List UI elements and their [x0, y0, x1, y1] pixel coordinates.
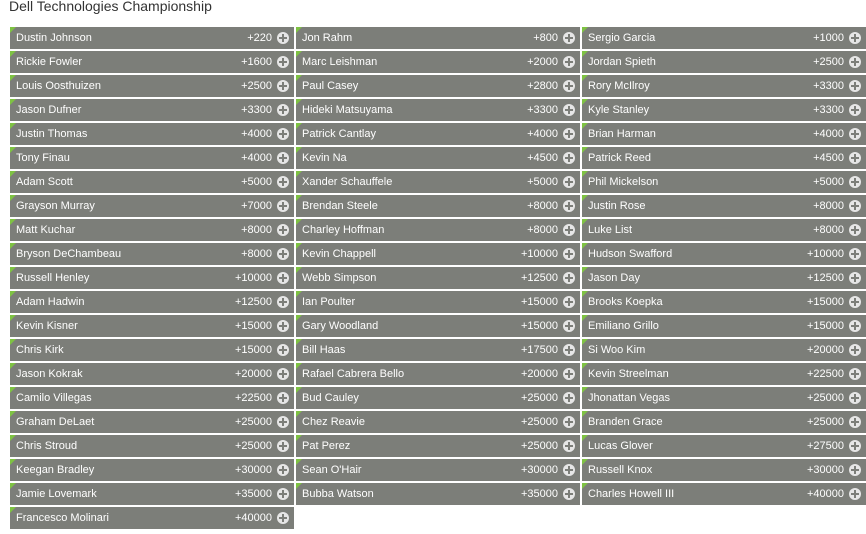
- player-odds-row[interactable]: [582, 147, 866, 169]
- odds-value: +17500: [520, 344, 558, 356]
- player-name: Graham DeLaet: [16, 416, 95, 428]
- player-odds-row[interactable]: [582, 459, 866, 481]
- add-selection-icon[interactable]: [277, 512, 289, 524]
- player-name: Bill Haas: [302, 344, 346, 356]
- odds-value: +25000: [806, 416, 844, 428]
- add-selection-icon[interactable]: [277, 488, 289, 500]
- add-selection-icon[interactable]: [277, 320, 289, 332]
- odds-value: +25000: [520, 392, 558, 404]
- odds-value: +4000: [241, 128, 272, 140]
- player-name: Kevin Na: [302, 152, 347, 164]
- add-selection-icon[interactable]: [277, 176, 289, 188]
- player-odds-row[interactable]: [582, 435, 866, 457]
- odds-value: +8000: [813, 200, 844, 212]
- player-name: Marc Leishman: [302, 56, 378, 68]
- add-selection-icon[interactable]: [277, 152, 289, 164]
- add-selection-icon[interactable]: [277, 440, 289, 452]
- player-odds-row[interactable]: [10, 123, 294, 145]
- player-odds-row[interactable]: [582, 243, 866, 265]
- odds-value: +15000: [806, 296, 844, 308]
- add-selection-icon[interactable]: [277, 104, 289, 116]
- add-selection-icon[interactable]: [849, 272, 861, 284]
- player-name: Patrick Cantlay: [302, 128, 376, 140]
- player-name: Brendan Steele: [302, 200, 378, 212]
- odds-value: +25000: [806, 392, 844, 404]
- odds-value: +20000: [520, 368, 558, 380]
- player-name: Hideki Matsuyama: [302, 104, 393, 116]
- player-name: Brooks Koepka: [588, 296, 663, 308]
- odds-value: +3300: [813, 80, 844, 92]
- add-selection-icon[interactable]: [277, 200, 289, 212]
- player-name: Jason Day: [588, 272, 640, 284]
- player-odds-row[interactable]: [296, 435, 580, 457]
- add-selection-icon[interactable]: [563, 176, 575, 188]
- player-odds-row[interactable]: [10, 363, 294, 385]
- player-name: Russell Knox: [588, 464, 653, 476]
- player-odds-row[interactable]: [296, 171, 580, 193]
- player-name: Rickie Fowler: [16, 56, 83, 68]
- player-name: Si Woo Kim: [588, 344, 646, 356]
- player-odds-row[interactable]: [296, 75, 580, 97]
- player-odds-row[interactable]: [582, 267, 866, 289]
- player-name: Sean O'Hair: [302, 464, 362, 476]
- player-odds-row[interactable]: [296, 315, 580, 337]
- add-selection-icon[interactable]: [563, 248, 575, 260]
- player-odds-row[interactable]: [10, 243, 294, 265]
- add-selection-icon[interactable]: [563, 440, 575, 452]
- odds-value: +1000: [813, 32, 844, 44]
- player-odds-row[interactable]: [10, 411, 294, 433]
- odds-value: +15000: [234, 320, 272, 332]
- player-name: Phil Mickelson: [588, 176, 659, 188]
- player-odds-row[interactable]: [296, 291, 580, 313]
- player-odds-row[interactable]: [10, 483, 294, 505]
- player-name: Brian Harman: [588, 128, 656, 140]
- odds-value: +30000: [806, 464, 844, 476]
- player-odds-row[interactable]: [582, 27, 866, 49]
- player-odds-row[interactable]: [582, 51, 866, 73]
- add-selection-icon[interactable]: [277, 272, 289, 284]
- player-name: Webb Simpson: [302, 272, 377, 284]
- player-name: Pat Perez: [302, 440, 351, 452]
- add-selection-icon[interactable]: [849, 320, 861, 332]
- player-odds-row[interactable]: [582, 315, 866, 337]
- player-name: Kevin Kisner: [16, 320, 78, 332]
- odds-value: +20000: [234, 368, 272, 380]
- add-selection-icon[interactable]: [563, 416, 575, 428]
- player-odds-row[interactable]: [296, 243, 580, 265]
- player-name: Russell Henley: [16, 272, 90, 284]
- player-odds-row[interactable]: [582, 363, 866, 385]
- odds-value: +15000: [806, 320, 844, 332]
- odds-value: +25000: [520, 416, 558, 428]
- add-selection-icon[interactable]: [277, 344, 289, 356]
- player-odds-row[interactable]: [296, 51, 580, 73]
- odds-value: +35000: [234, 488, 272, 500]
- player-odds-row[interactable]: [582, 387, 866, 409]
- odds-value: +5000: [813, 176, 844, 188]
- add-selection-icon[interactable]: [563, 488, 575, 500]
- odds-value: +8000: [527, 200, 558, 212]
- player-name: Dustin Johnson: [16, 32, 92, 44]
- player-odds-row[interactable]: [10, 459, 294, 481]
- player-name: Jhonattan Vegas: [588, 392, 670, 404]
- player-name: Justin Rose: [588, 200, 646, 212]
- odds-value: +8000: [241, 248, 272, 260]
- player-odds-row[interactable]: [296, 363, 580, 385]
- player-odds-row[interactable]: [296, 123, 580, 145]
- add-selection-icon[interactable]: [849, 200, 861, 212]
- odds-value: +2500: [813, 56, 844, 68]
- player-odds-row[interactable]: [296, 99, 580, 121]
- player-odds-row[interactable]: [296, 195, 580, 217]
- odds-value: +25000: [234, 416, 272, 428]
- add-selection-icon[interactable]: [277, 80, 289, 92]
- add-selection-icon[interactable]: [849, 368, 861, 380]
- odds-value: +27500: [806, 440, 844, 452]
- player-odds-row[interactable]: [582, 291, 866, 313]
- player-odds-row[interactable]: [10, 291, 294, 313]
- add-selection-icon[interactable]: [849, 152, 861, 164]
- add-selection-icon[interactable]: [563, 344, 575, 356]
- player-odds-row[interactable]: [296, 411, 580, 433]
- player-name: Gary Woodland: [302, 320, 379, 332]
- add-selection-icon[interactable]: [849, 464, 861, 476]
- add-selection-icon[interactable]: [563, 200, 575, 212]
- odds-value: +22500: [234, 392, 272, 404]
- odds-value: +30000: [234, 464, 272, 476]
- odds-value: +25000: [520, 440, 558, 452]
- player-name: Kevin Chappell: [302, 248, 376, 260]
- player-name: Ian Poulter: [302, 296, 356, 308]
- add-selection-icon[interactable]: [277, 392, 289, 404]
- odds-value: +10000: [806, 248, 844, 260]
- add-selection-icon[interactable]: [563, 464, 575, 476]
- add-selection-icon[interactable]: [849, 128, 861, 140]
- add-selection-icon[interactable]: [849, 488, 861, 500]
- player-name: Lucas Glover: [588, 440, 653, 452]
- add-selection-icon[interactable]: [277, 128, 289, 140]
- player-name: Adam Scott: [16, 176, 73, 188]
- add-selection-icon[interactable]: [849, 392, 861, 404]
- player-name: Adam Hadwin: [16, 296, 85, 308]
- player-name: Xander Schauffele: [302, 176, 393, 188]
- player-name: Tony Finau: [16, 152, 70, 164]
- add-selection-icon[interactable]: [849, 32, 861, 44]
- player-name: Chris Kirk: [16, 344, 64, 356]
- player-name: Jordan Spieth: [588, 56, 656, 68]
- odds-value: +15000: [234, 344, 272, 356]
- player-odds-row[interactable]: [10, 339, 294, 361]
- add-selection-icon[interactable]: [563, 32, 575, 44]
- odds-column-1: [10, 27, 294, 531]
- player-name: Paul Casey: [302, 80, 359, 92]
- player-name: Bubba Watson: [302, 488, 374, 500]
- player-name: Hudson Swafford: [588, 248, 673, 260]
- player-odds-row[interactable]: [10, 27, 294, 49]
- player-name: Branden Grace: [588, 416, 663, 428]
- add-selection-icon[interactable]: [563, 368, 575, 380]
- add-selection-icon[interactable]: [849, 344, 861, 356]
- odds-value: +12500: [520, 272, 558, 284]
- odds-value: +22500: [806, 368, 844, 380]
- odds-value: +3300: [241, 104, 272, 116]
- player-odds-row[interactable]: [582, 171, 866, 193]
- player-odds-row[interactable]: [296, 459, 580, 481]
- odds-value: +30000: [520, 464, 558, 476]
- player-name: Charles Howell III: [588, 488, 675, 500]
- player-name: Keegan Bradley: [16, 464, 95, 476]
- player-name: Jamie Lovemark: [16, 488, 97, 500]
- add-selection-icon[interactable]: [563, 128, 575, 140]
- add-selection-icon[interactable]: [277, 368, 289, 380]
- player-odds-row[interactable]: [582, 219, 866, 241]
- player-odds-row[interactable]: [582, 123, 866, 145]
- odds-value: +7000: [241, 200, 272, 212]
- player-name: Luke List: [588, 224, 633, 236]
- player-odds-row[interactable]: [296, 27, 580, 49]
- odds-value: +2000: [527, 56, 558, 68]
- odds-value: +800: [533, 32, 558, 44]
- odds-value: +10000: [520, 248, 558, 260]
- player-name: Patrick Reed: [588, 152, 651, 164]
- player-odds-row[interactable]: [296, 219, 580, 241]
- odds-value: +220: [247, 32, 272, 44]
- player-odds-row[interactable]: [10, 195, 294, 217]
- add-selection-icon[interactable]: [277, 416, 289, 428]
- add-selection-icon[interactable]: [277, 296, 289, 308]
- add-selection-icon[interactable]: [849, 80, 861, 92]
- add-selection-icon[interactable]: [849, 56, 861, 68]
- odds-value: +8000: [241, 224, 272, 236]
- odds-value: +25000: [234, 440, 272, 452]
- add-selection-icon[interactable]: [563, 104, 575, 116]
- player-name: Kyle Stanley: [588, 104, 650, 116]
- player-odds-row[interactable]: [10, 435, 294, 457]
- add-selection-icon[interactable]: [849, 416, 861, 428]
- odds-value: +40000: [806, 488, 844, 500]
- odds-value: +3300: [527, 104, 558, 116]
- player-name: Grayson Murray: [16, 200, 95, 212]
- player-name: Camilo Villegas: [16, 392, 92, 404]
- player-name: Louis Oosthuizen: [16, 80, 101, 92]
- player-odds-row[interactable]: [10, 387, 294, 409]
- add-selection-icon[interactable]: [563, 224, 575, 236]
- player-name: Chez Reavie: [302, 416, 365, 428]
- odds-value: +5000: [241, 176, 272, 188]
- odds-value: +8000: [813, 224, 844, 236]
- player-name: Jason Kokrak: [16, 368, 83, 380]
- odds-value: +5000: [527, 176, 558, 188]
- add-selection-icon[interactable]: [563, 392, 575, 404]
- player-odds-row[interactable]: [10, 171, 294, 193]
- player-name: Jon Rahm: [302, 32, 353, 44]
- player-name: Matt Kuchar: [16, 224, 76, 236]
- add-selection-icon[interactable]: [849, 440, 861, 452]
- player-name: Emiliano Grillo: [588, 320, 659, 332]
- player-odds-row[interactable]: [10, 51, 294, 73]
- add-selection-icon[interactable]: [849, 104, 861, 116]
- player-name: Charley Hoffman: [302, 224, 385, 236]
- odds-value: +1600: [241, 56, 272, 68]
- player-name: Bud Cauley: [302, 392, 359, 404]
- add-selection-icon[interactable]: [563, 296, 575, 308]
- player-odds-row[interactable]: [296, 387, 580, 409]
- odds-value: +2500: [241, 80, 272, 92]
- add-selection-icon[interactable]: [277, 248, 289, 260]
- player-odds-row[interactable]: [10, 219, 294, 241]
- odds-value: +12500: [806, 272, 844, 284]
- player-odds-row[interactable]: [582, 483, 866, 505]
- player-odds-row[interactable]: [10, 507, 294, 529]
- odds-value: +4500: [527, 152, 558, 164]
- odds-value: +12500: [234, 296, 272, 308]
- player-odds-row[interactable]: [582, 339, 866, 361]
- player-name: Sergio Garcia: [588, 32, 656, 44]
- player-odds-row[interactable]: [582, 411, 866, 433]
- player-odds-row[interactable]: [10, 147, 294, 169]
- add-selection-icon[interactable]: [277, 464, 289, 476]
- player-odds-row[interactable]: [296, 483, 580, 505]
- player-name: Rory McIlroy: [588, 80, 650, 92]
- player-name: Jason Dufner: [16, 104, 82, 116]
- odds-value: +3300: [813, 104, 844, 116]
- event-title: Dell Technologies Championship: [9, 0, 212, 14]
- player-odds-row[interactable]: [582, 99, 866, 121]
- odds-value: +10000: [234, 272, 272, 284]
- odds-column-2: [296, 27, 580, 507]
- odds-value: +35000: [520, 488, 558, 500]
- add-selection-icon[interactable]: [277, 56, 289, 68]
- add-selection-icon[interactable]: [563, 320, 575, 332]
- add-selection-icon[interactable]: [563, 56, 575, 68]
- add-selection-icon[interactable]: [563, 272, 575, 284]
- player-odds-row[interactable]: [10, 75, 294, 97]
- player-name: Chris Stroud: [16, 440, 78, 452]
- odds-value: +40000: [234, 512, 272, 524]
- odds-column-3: [582, 27, 866, 507]
- add-selection-icon[interactable]: [849, 248, 861, 260]
- player-odds-row[interactable]: [582, 75, 866, 97]
- player-odds-row[interactable]: [582, 195, 866, 217]
- player-name: Justin Thomas: [16, 128, 88, 140]
- add-selection-icon[interactable]: [849, 176, 861, 188]
- odds-value: +20000: [806, 344, 844, 356]
- player-name: Francesco Molinari: [16, 512, 109, 524]
- player-name: Rafael Cabrera Bello: [302, 368, 405, 380]
- odds-value: +4500: [813, 152, 844, 164]
- odds-value: +2800: [527, 80, 558, 92]
- player-odds-row[interactable]: [296, 267, 580, 289]
- odds-value: +4000: [241, 152, 272, 164]
- add-selection-icon[interactable]: [849, 224, 861, 236]
- player-odds-row[interactable]: [10, 315, 294, 337]
- player-odds-row[interactable]: [10, 99, 294, 121]
- player-name: Bryson DeChambeau: [16, 248, 122, 260]
- player-odds-row[interactable]: [10, 267, 294, 289]
- add-selection-icon[interactable]: [277, 32, 289, 44]
- odds-value: +4000: [813, 128, 844, 140]
- add-selection-icon[interactable]: [563, 152, 575, 164]
- player-odds-row[interactable]: [296, 147, 580, 169]
- player-name: Kevin Streelman: [588, 368, 669, 380]
- odds-value: +4000: [527, 128, 558, 140]
- odds-value: +15000: [520, 320, 558, 332]
- add-selection-icon[interactable]: [849, 296, 861, 308]
- odds-value: +15000: [520, 296, 558, 308]
- add-selection-icon[interactable]: [277, 224, 289, 236]
- odds-value: +8000: [527, 224, 558, 236]
- player-odds-row[interactable]: [296, 339, 580, 361]
- add-selection-icon[interactable]: [563, 80, 575, 92]
